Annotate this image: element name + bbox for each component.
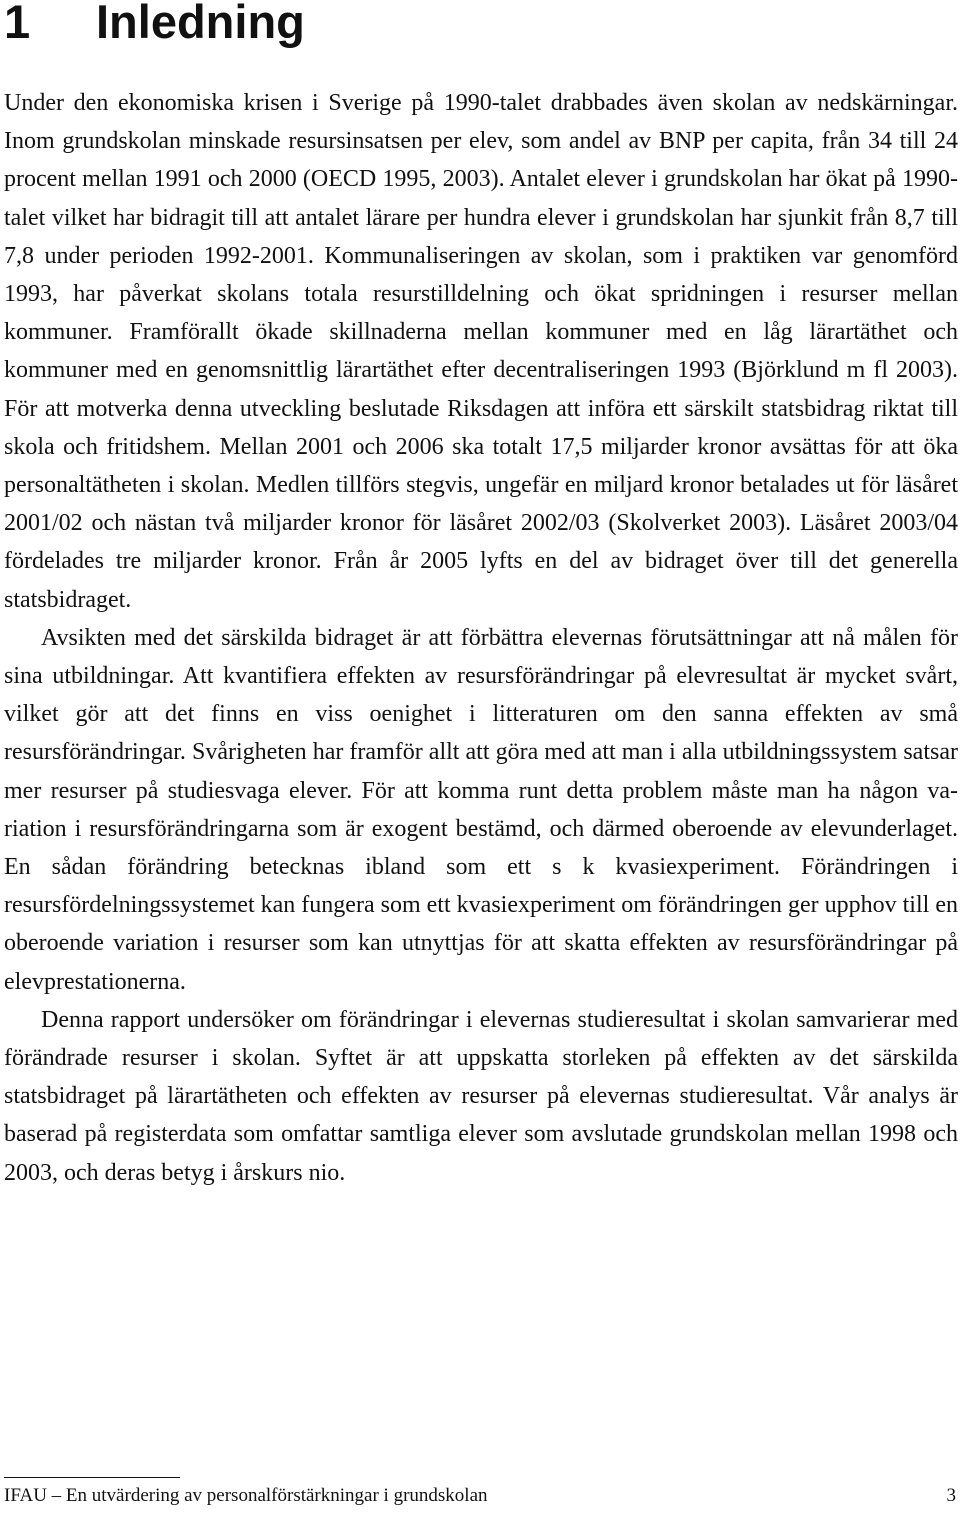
page-number: 3 xyxy=(946,1485,956,1506)
footer-title: IFAU – En utvärdering av personalförstärkningar i grundskolan xyxy=(4,1485,488,1506)
chapter-heading xyxy=(4,0,305,52)
chapter-title: Inledning xyxy=(96,0,305,48)
footer-divider xyxy=(4,1477,180,1478)
paragraph-2: Avsikten med det särskilda bidraget är att förbättra elevernas förutsättningar att nå målen för sina utbildningar. Att kvantifiera effekten av resursförändringar på elevresultat är mycket svårt, vilket gör att det finns en viss oenighet i litteraturen om den sanna effekten av små resursförändringar. Svårigheten har framför allt att göra med att man i alla utbildningssystem satsar mer resurser på studiesvaga elever. För att komma runt detta problem måste man ha någon variation i resursförändringarna som är exogent bestämd, och därmed oberoende av elevunderlaget. En sådan förändring betecknas ibland som ett s k kvasiexperiment. Förändringen i resursfördelningssystemet kan fungera som ett kvasiexperiment om förändringen ger upphov till en oberoende variation i resurser som kan utnyttjas för att skatta effekten av resursförändringar på elevprestationerna. xyxy=(4,624,958,995)
body-text xyxy=(4,84,958,1192)
chapter-number: 1 xyxy=(4,0,31,48)
paragraph-1: Under den ekonomiska krisen i Sverige på 1990-talet drabbades även skolan av nedskärningar. Inom grundskolan minskade resursinsatsen per elev, som andel av BNP per capita, från 34 till 24 procent mellan 1991 och 2000 (OECD 1995, 2003). Antalet elever i grundskolan har ökat på 1990-talet vilket har bidragit till att antalet lärare per hundra elever i grundskolan har sjunkit från 8,7 till 7,8 under perioden 1992-2001. Kommunaliseringen av skolan, som i praktiken var genomförd 1993, har påverkat skolans totala resurstilldelning och ökat spridningen i resurser mellan kommuner. Framförallt ökade skillnaderna mellan kommuner med en låg lärartäthet och kommuner med en genomsnittlig lärartäthet efter decentraliseringen 1993 (Björklund m fl 2003). För att motverka denna utveckling beslutade Riksdagen att införa ett särskilt statsbidrag riktat till skola och fritidshem. Mellan 2001 och 2006 ska totalt 17,5 miljarder kronor avsättas för att öka personaltätheten i skolan. Medlen tillförs stegvis, ungefär en miljard kronor betalades ut för läsåret 2001/02 och nästan två miljarder kronor för läsåret 2002/03 (Skolverket 2003). Läsåret 2003/04 fördelades tre miljarder kronor. Från år 2005 lyfts en del av bidraget över till det generella statsbidraget. xyxy=(4,90,958,613)
paragraph-3: Denna rapport undersöker om förändringar i elevernas studieresultat i skolan samvarierar med förändrade resurser i skolan. Syftet är att uppskatta storleken på effekten av det särskilda statsbidraget på lärartätheten och effekten av resurser på elevernas studieresultat. Vår analys är baserad på registerdata som omfattar samtliga elever som avslutade grundskolan mellan 1998 och 2003, och deras betyg i årskurs nio. xyxy=(4,1006,958,1186)
